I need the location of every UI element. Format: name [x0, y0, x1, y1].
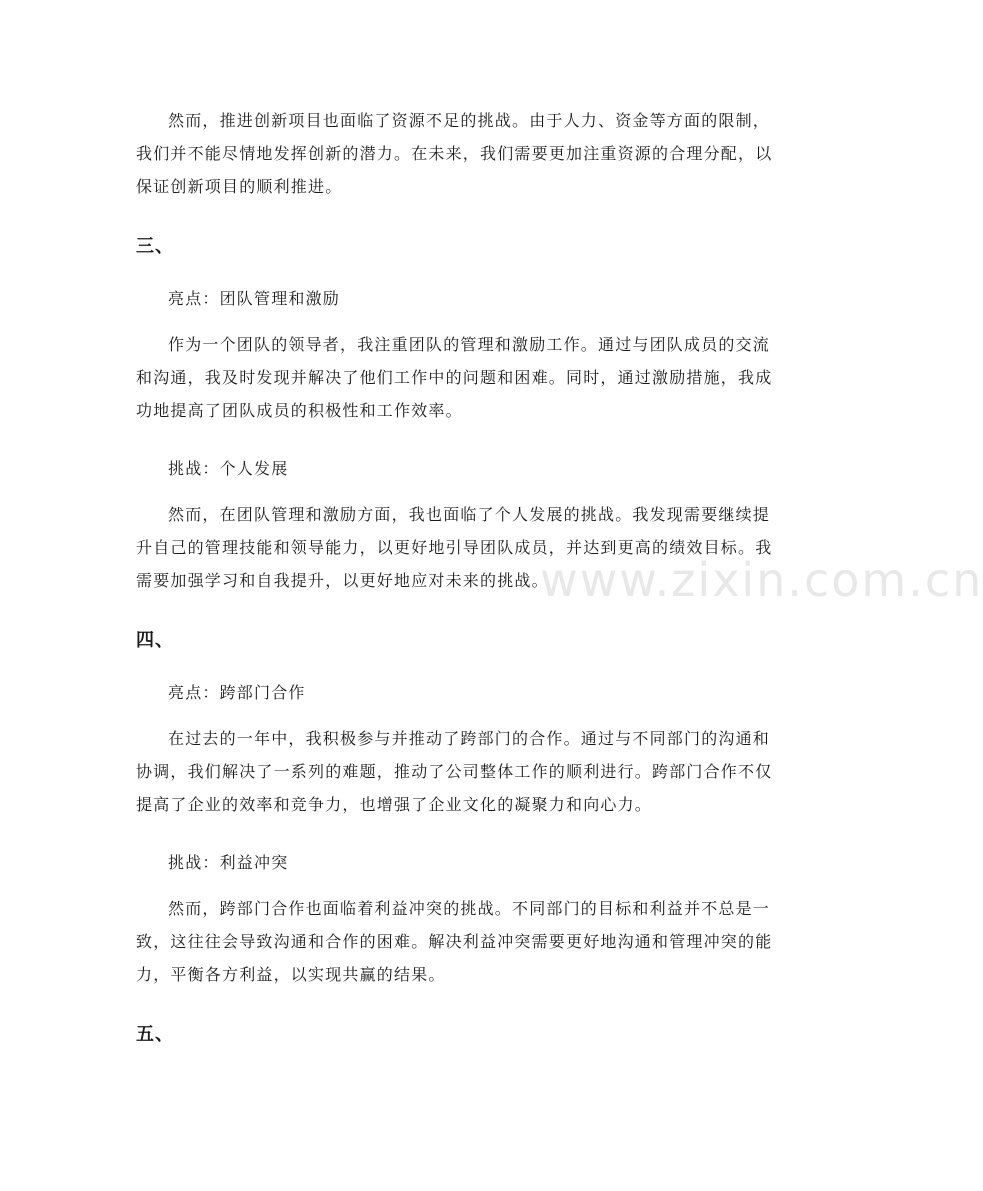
paragraph-resource-challenge: 然而，推进创新项目也面临了资源不足的挑战。由于人力、资金等方面的限制，我们并不能尽情地发挥创新的潜力。在未来，我们需要更加注重资源的合理分配，以保证创新项目的顺利推进。: [136, 111, 773, 196]
challenge-label-personal-development: 挑战：个人发展: [168, 459, 289, 478]
section-heading-three: 三、: [136, 236, 174, 257]
paragraph-cross-department: 在过去的一年中，我积极参与并推动了跨部门的合作。通过与不同部门的沟通和协调，我们解决了一系列的难题，推动了公司整体工作的顺利进行。跨部门合作不仅提高了企业的效率和竞争力，也增强了企业文化的凝聚力和向心力。: [136, 729, 773, 814]
paragraph-interest-conflict: 然而，跨部门合作也面临着利益冲突的挑战。不同部门的目标和利益并不总是一致，这往往会导致沟通和合作的困难。解决利益冲突需要更好地沟通和管理冲突的能力，平衡各方利益，以实现共赢的结果。: [136, 899, 773, 984]
highlight-label-cross-department: 亮点：跨部门合作: [168, 683, 306, 702]
paragraph-team-management: 作为一个团队的领导者，我注重团队的管理和激励工作。通过与团队成员的交流和沟通，我及时发现并解决了他们工作中的问题和困难。同时，通过激励措施，我成功地提高了团队成员的积极性和工作效率。: [136, 335, 773, 420]
section-heading-five: 五、: [136, 1024, 174, 1045]
watermark-text: www.zixin.com.cn: [540, 553, 983, 607]
section-heading-four: 四、: [136, 630, 174, 651]
challenge-label-interest-conflict: 挑战：利益冲突: [168, 853, 289, 872]
paragraph-personal-development: 然而，在团队管理和激励方面，我也面临了个人发展的挑战。我发现需要继续提升自己的管理技能和领导能力，以更好地引导团队成员，并达到更高的绩效目标。我需要加强学习和自我提升，以更好地应对未来的挑战。: [136, 505, 773, 590]
highlight-label-team-management: 亮点：团队管理和激励: [168, 289, 341, 308]
